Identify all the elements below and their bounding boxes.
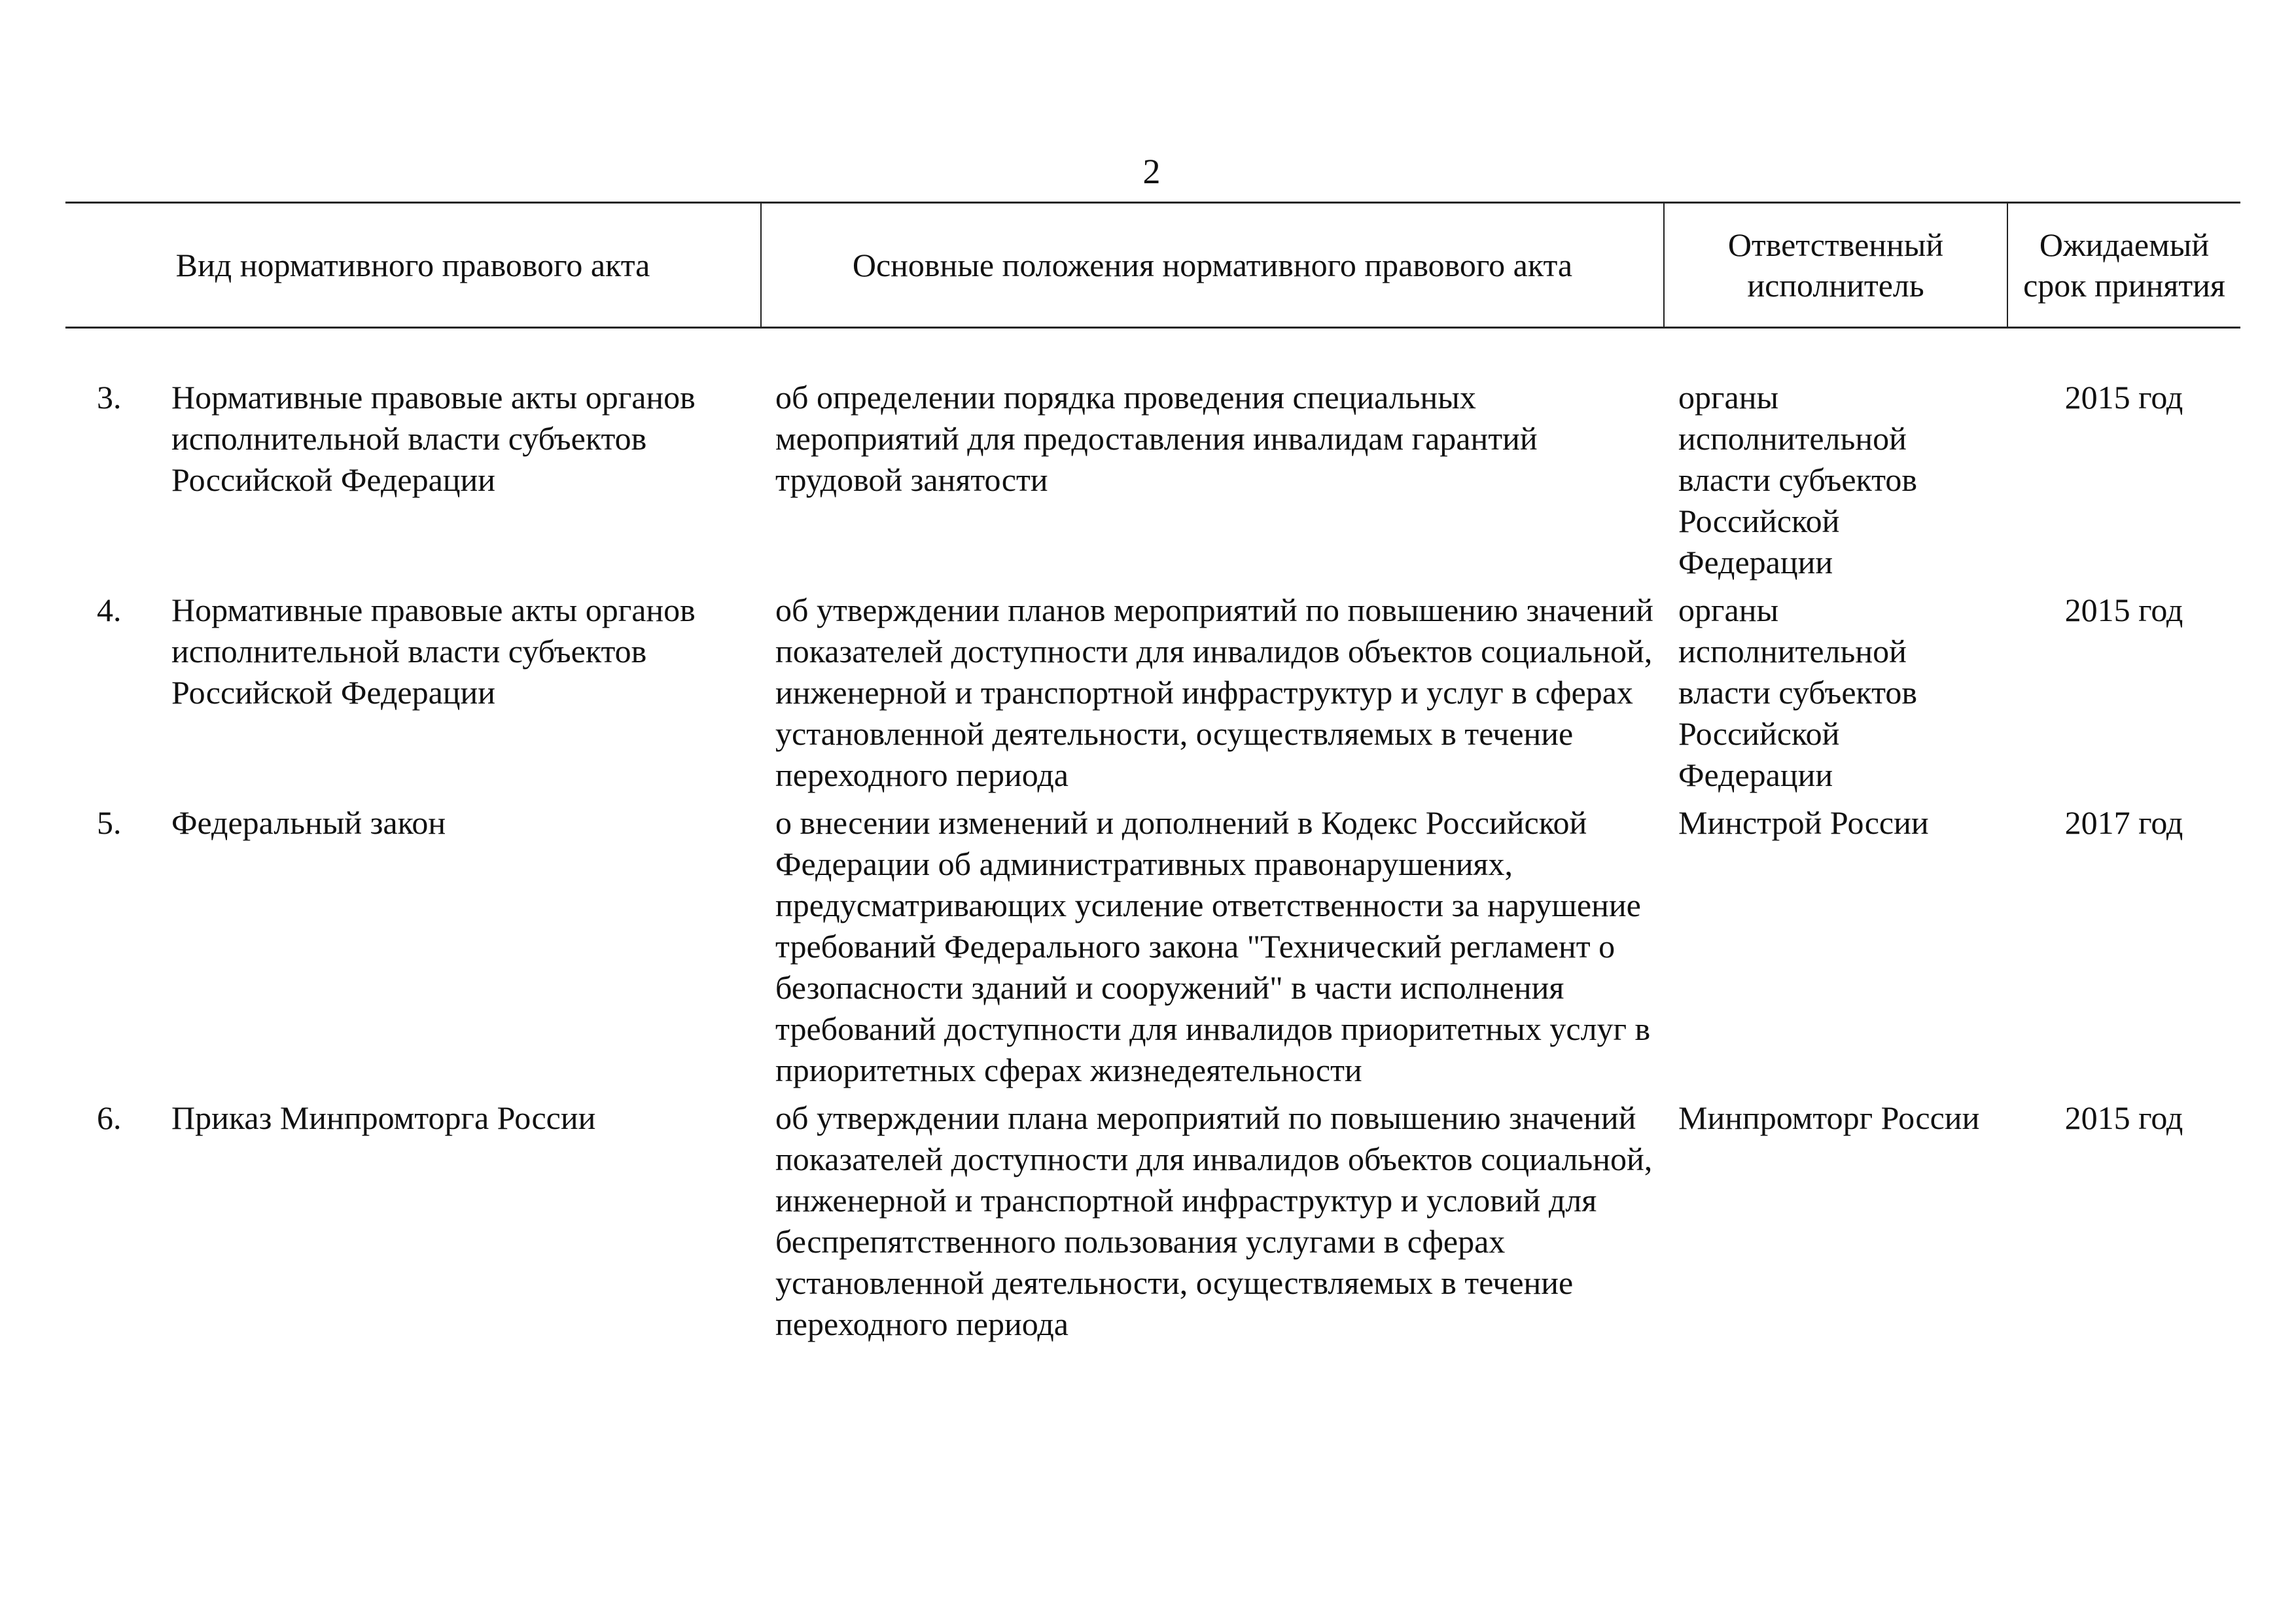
act-kind: Федеральный закон	[171, 804, 446, 841]
cell-kind	[65, 590, 761, 802]
row-number: 4.	[97, 592, 122, 628]
cell-responsible: Минпромторг России	[1678, 1099, 1980, 1136]
header-deadline: Ожидаемый срок принятия	[2007, 203, 2240, 328]
cell-deadline: 2015 год	[2064, 592, 2183, 628]
cell-provisions: о внесении изменений и дополнений в Кодекс Российской Федерации об административных правонарушениях, предусматривающих усиление ответственности за нарушение требований Федерального закона "Технический регламент о безопасности зданий и сооружений" в части исполнения требований доступности для инвалидов приоритетных услуг в приоритетных сферах жизнедеятельности	[775, 804, 1651, 1088]
row-number: 5.	[97, 804, 122, 841]
cell-kind	[65, 802, 761, 1097]
header-kind: Вид нормативного правового акта	[65, 203, 761, 328]
cell-kind	[65, 1097, 761, 1351]
cell-provisions: об утверждении планов мероприятий по повышению значений показателей доступности для инвалидов объектов социальной, инженерной и транспортной инфраструктур и услуг в сферах установленной деятельности, осуществляемых в течение переходного периода	[775, 592, 1653, 793]
table-row	[65, 1097, 2240, 1351]
act-kind: Нормативные правовые акты органов исполнительной власти субъектов Российской Федерации	[171, 592, 696, 711]
act-kind: Приказ Минпромторга России	[171, 1099, 596, 1136]
cell-provisions: об утверждении плана мероприятий по повышению значений показателей доступности для инвалидов объектов социальной, инженерной и транспортной инфраструктур и условий для беспрепятственного пользования услугами в сферах установленной деятельности, осуществляемых в течение переходного периода	[775, 1099, 1653, 1342]
table-header	[65, 203, 2240, 328]
cell-responsible: органы исполнительной власти субъектов Российской Федерации	[1678, 592, 1917, 793]
cell-responsible: Минстрой России	[1678, 804, 1929, 841]
cell-deadline: 2017 год	[2064, 804, 2183, 841]
cell-kind	[65, 377, 761, 590]
cell-deadline: 2015 год	[2064, 1099, 2183, 1136]
header-responsible: Ответственный исполнитель	[1664, 203, 2007, 328]
header-provisions: Основные положения нормативного правового акта	[761, 203, 1664, 328]
cell-responsible: органы исполнительной власти субъектов Российской Федерации	[1678, 379, 1917, 580]
table-row	[65, 590, 2240, 802]
table-row	[65, 377, 2240, 590]
row-number: 6.	[97, 1099, 122, 1136]
row-number: 3.	[97, 379, 122, 416]
page-number: 2	[1142, 152, 1161, 191]
header-spacer	[65, 328, 2240, 378]
legal-acts-table	[65, 202, 2240, 1351]
table-row	[65, 802, 2240, 1097]
cell-provisions: об определении порядка проведения специальных мероприятий для предоставления инвалидам гарантий трудовой занятости	[775, 379, 1538, 498]
cell-deadline: 2015 год	[2064, 379, 2183, 416]
act-kind: Нормативные правовые акты органов исполнительной власти субъектов Российской Федерации	[171, 379, 696, 498]
